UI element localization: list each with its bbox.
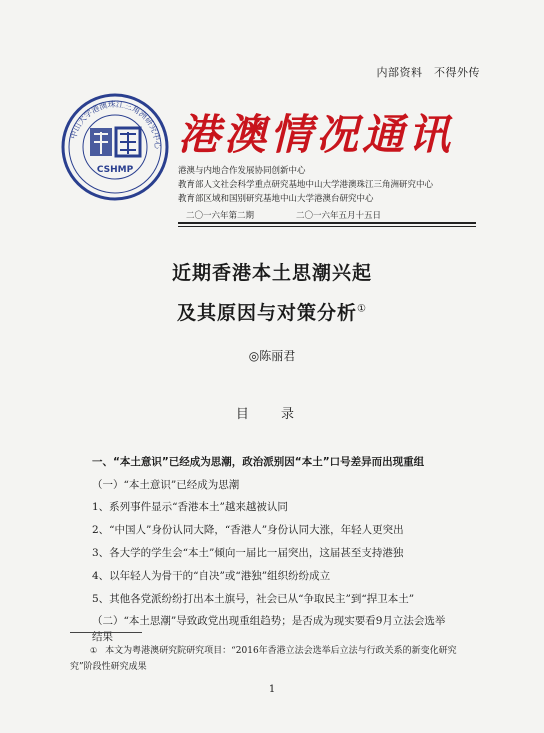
issue-number: 二〇一六年第二期 [186,211,255,221]
issue-date: 二〇一六年五月十五日 [296,211,382,221]
header-rule-thin [178,226,476,227]
author-byline: ◎陈丽君 [248,349,296,363]
footnote-divider [70,632,142,633]
footnote-text-continued: 究”阶段性研究成果 [70,662,147,672]
footnote-reference: ① [357,303,367,315]
affiliation-line: 教育部人文社会科学重点研究基地中山大学港澳珠江三角洲研究中心 [178,180,434,190]
toc-subsection: （二）“本土思潮”导致政党出现重组趋势；是否成为现实要看9月立法会选举 [92,615,446,627]
toc-entry: 4、以年轻人为骨干的“自决”或“港独”组织纷纷成立 [92,570,331,582]
toc-section: 一、“本土意识”已经成为思潮，政治派别因“本土”口号差异而出现重组 [92,456,425,468]
toc-subsection-continued: 结果 [92,631,113,643]
seal-initials: CSHMP [96,165,134,175]
toc-entry: 3、各大学的学生会“本土”倾向一届比一届突出，这届甚至支持港独 [92,547,404,559]
toc-entry: 2、“中国人”身份认同大降，“香港人”身份认同大涨，年轻人更突出 [92,524,404,536]
confidential-notice: 内部资料 不得外传 [376,66,480,79]
cshmp-seal-logo [60,92,170,202]
toc-subsection: （一）“本土意识”已经成为思潮 [92,479,240,491]
newsletter-title: 港澳情况通讯 [178,110,455,159]
toc-entry: 5、其他各党派纷纷打出本土旗号，社会已从“争取民主”到“捍卫本土” [92,593,415,605]
article-title-line-2: 及其原因与对策分析① [177,302,367,324]
affiliation-line: 港澳与内地合作发展协同创新中心 [178,166,306,176]
affiliation-line: 教育部区域和国别研究基地中山大学港澳台研究中心 [178,194,374,204]
header-rule [178,222,476,224]
footnote-text: ① 本文为粤港澳研究院研究项目：“2016年香港立法会选举后立法与行政关系的新变化研究 [90,646,457,656]
seal-ring-text: 中山大学港澳珠江三角洲研究中心 [68,99,163,150]
article-title-line-1: 近期香港本土思潮兴起 [171,262,372,284]
toc-heading: 目 录 [235,407,309,422]
toc-entry: 1、系列事件显示“香港本土”越来越被认同 [92,501,288,513]
page-number: 1 [268,684,276,695]
